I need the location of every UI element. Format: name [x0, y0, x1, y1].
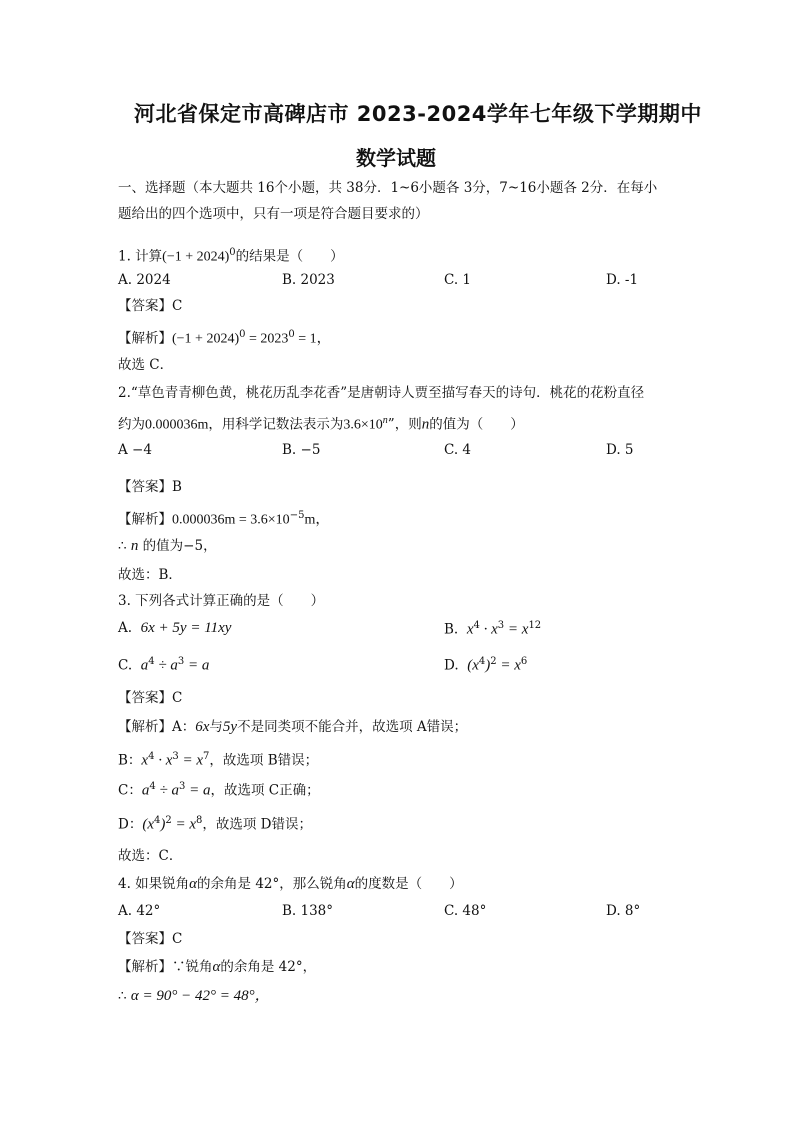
q4-option-d: D. 8° [606, 903, 641, 919]
q2-analysis-label: 【解析】 [118, 511, 172, 528]
q2-answer: 【答案】B [118, 479, 182, 495]
q3-option-c [118, 656, 209, 675]
q4-alpha-3: α [212, 959, 221, 975]
q2-conclusion: 故选：B． [118, 567, 182, 583]
q3-analysis-b-a: x [141, 752, 149, 769]
q4-analysis-label: 【解析】 [118, 959, 172, 975]
q4-option-a: A. 42° [118, 903, 161, 919]
q3-d-exp-c: 6 [520, 656, 528, 667]
q2-stem-line-1: 2.“草色青青柳色黄，桃花历乱李花香”是唐朝诗人贾至描写春天的诗句．桃花的花粉直径 [118, 385, 645, 401]
q2-analysis-exp: −5 [289, 510, 305, 521]
q4-option-c: C. 48° [444, 903, 487, 919]
q3-analysis-c-r: = a [185, 782, 211, 799]
therefore-symbol: ∴ [118, 538, 127, 554]
q3-analysis-b-e1: 4 [148, 751, 155, 762]
q3-analysis-c-a: a [141, 782, 150, 799]
page-subtitle: 数学试题 [356, 146, 436, 170]
q4-stem-prefix: 4. 如果锐角 [118, 876, 190, 892]
q3-c-exp-a: 4 [148, 656, 155, 667]
q3-option-a-label: A. [118, 620, 133, 636]
q2-line2-exp: n [382, 415, 388, 426]
q3-conclusion: 故选：C． [118, 848, 183, 864]
q4-stem-end: 的度数是（ ） [354, 876, 463, 892]
q3-analysis-c-e1: 4 [149, 781, 156, 792]
q4-analysis-mid: 锐角 [185, 959, 213, 975]
q2-analysis-expr: 0.000036m = 3.6×10 [172, 512, 290, 528]
q2-therefore-text: 的值为−5， [138, 538, 217, 554]
q4-stem-mid: 的余角是 42°，那么锐角 [197, 876, 347, 892]
q3-option-b-label: B. [444, 621, 459, 638]
q1-analysis-exp2: 0 [288, 329, 295, 340]
q2-therefore-var: n [130, 538, 139, 554]
q3-analysis-b [118, 748, 318, 770]
q3-analysis-b-r: = x [178, 752, 204, 769]
q3-b-exp-c: 12 [528, 620, 542, 631]
q2-line2-mid: ，用科学记数法表示为 [208, 416, 344, 433]
q3-stem: 3. 下列各式计算正确的是（ ） [118, 593, 325, 609]
q3-analysis-d-r: = x [171, 816, 197, 833]
q3-c-end: = a [184, 657, 210, 674]
q3-analysis-c-end: ，故选项 C正确； [210, 782, 320, 799]
q3-analysis-a-mid: 与 [209, 719, 223, 735]
q3-option-a-expr: 6x + 5y = 11xy [140, 620, 232, 636]
q3-analysis-a-var1: 6x [195, 719, 210, 735]
q3-analysis-a-end: 不是同类项不能合并，故选项 A错误； [237, 719, 468, 735]
q3-analysis-d-m: ) [160, 816, 166, 833]
q4-therefore [118, 987, 270, 1005]
q3-b-base: x [466, 621, 474, 638]
q3-analysis-d-e2: 2 [165, 815, 172, 826]
question-1-stem [118, 244, 344, 267]
q3-d-exp-b: 2 [490, 656, 497, 667]
q3-option-a [118, 620, 231, 637]
q3-analysis-c-m: ÷ a [155, 782, 179, 799]
q3-d-base: (x [467, 657, 479, 674]
q2-stem-line-2 [118, 412, 524, 435]
q2-line2-sci: 3.6×10 [343, 417, 383, 433]
q4-alpha-1: α [189, 876, 198, 892]
q3-analysis-b-m: · x [154, 752, 173, 769]
q3-b-exp-a: 4 [473, 620, 480, 631]
q4-alpha-2: α [346, 876, 355, 892]
q1-answer: 【答案】C [118, 298, 183, 314]
q1-expression: (−1 + 2024) [162, 249, 230, 265]
because-symbol: ∵ [172, 959, 186, 975]
page-title: 河北省保定市高碑店市 2023-2024学年七年级下学期期中 [134, 102, 702, 126]
q2-option-a: A −4 [118, 442, 152, 458]
q1-option-d: D. -1 [606, 272, 639, 288]
q2-line2-var: n [421, 416, 430, 433]
q3-analysis-b-end: ，故选项 B错误； [209, 752, 319, 769]
q3-b-mid: · x [479, 621, 498, 638]
q3-d-exp-a: 4 [478, 656, 486, 667]
q1-analysis-expr: (−1 + 2024) [172, 331, 240, 347]
q2-line2-end: 的值为（ ） [429, 416, 524, 433]
q1-stem-suffix: 的结果是（ ） [235, 248, 344, 265]
section-instructions-line-1: 一、选择题（本大题共 16个小题，共 38分．1~6小题各 3分，7~16小题各 2分．在每小 [118, 180, 658, 196]
q3-analysis-a-var2: 5y [222, 719, 238, 735]
q1-analysis-end: = 1， [294, 331, 331, 347]
q2-option-c: C. 4 [444, 442, 472, 458]
q1-analysis-exp: 0 [239, 329, 246, 340]
q3-analysis-c-e2: 3 [178, 781, 186, 792]
q3-c-base: a [140, 657, 149, 674]
therefore-symbol: ∴ [118, 988, 127, 1004]
q3-analysis-a [118, 718, 467, 736]
q2-line2-post: ”，则 [387, 416, 422, 433]
q3-option-d [444, 656, 527, 675]
q1-analysis-label: 【解析】 [118, 330, 172, 347]
q1-option-a: A. 2024 [118, 272, 171, 288]
q3-analysis-b-e2: 3 [172, 751, 179, 762]
q2-option-b: B. −5 [282, 442, 321, 458]
q3-option-b [444, 620, 541, 639]
q2-therefore [118, 537, 217, 555]
q1-stem-prefix: 1. 计算 [118, 248, 163, 265]
q3-analysis-d-label: D： [118, 816, 143, 833]
q3-analysis-d-a: (x [142, 816, 154, 833]
q3-c-exp-b: 3 [177, 656, 185, 667]
q2-line2-prefix: 约为 [118, 416, 145, 433]
q1-exponent: 0 [229, 247, 236, 258]
q2-analysis-end: m， [304, 512, 330, 528]
q3-answer: 【答案】C [118, 690, 183, 706]
q3-analysis-d [118, 812, 312, 834]
q4-stem [118, 875, 463, 893]
q3-option-c-label: C. [118, 657, 133, 674]
q3-analysis-c [118, 778, 320, 800]
q3-analysis-b-label: B： [118, 752, 142, 769]
q1-analysis-mid: = 2023 [245, 331, 289, 347]
q3-b-exp-b: 3 [497, 620, 505, 631]
q3-d-mid: ) [485, 657, 491, 674]
q2-analysis [118, 507, 329, 530]
section-instructions-line-2: 题给出的四个选项中，只有一项是符合题目要求的） [118, 206, 429, 222]
q4-analysis [118, 958, 316, 976]
q1-option-c: C. 1 [444, 272, 472, 288]
q1-analysis [118, 326, 331, 349]
q4-answer: 【答案】C [118, 931, 183, 947]
q3-analysis-d-end: ，故选项 D错误； [202, 816, 313, 833]
q4-analysis-end: 的余角是 42°， [220, 959, 317, 975]
q2-option-d: D. 5 [606, 442, 634, 458]
q3-analysis-d-e3: 8 [196, 815, 203, 826]
q3-analysis-c-label: C： [118, 782, 142, 799]
q2-line2-number: 0.000036m [145, 417, 209, 433]
q3-d-end: = x [496, 657, 521, 674]
q4-therefore-expr: α = 90° − 42° = 48°， [130, 988, 270, 1004]
q1-conclusion: 故选 C． [118, 357, 174, 373]
q3-analysis-d-e1: 4 [153, 815, 161, 826]
q3-c-mid: ÷ a [154, 657, 178, 674]
q3-analysis-a-label: 【解析】A： [118, 719, 196, 735]
q3-b-end: = x [504, 621, 529, 638]
q3-option-d-label: D. [444, 657, 459, 674]
q3-analysis-b-e3: 7 [203, 751, 210, 762]
q1-option-b: B. 2023 [282, 272, 335, 288]
q4-option-b: B. 138° [282, 903, 334, 919]
